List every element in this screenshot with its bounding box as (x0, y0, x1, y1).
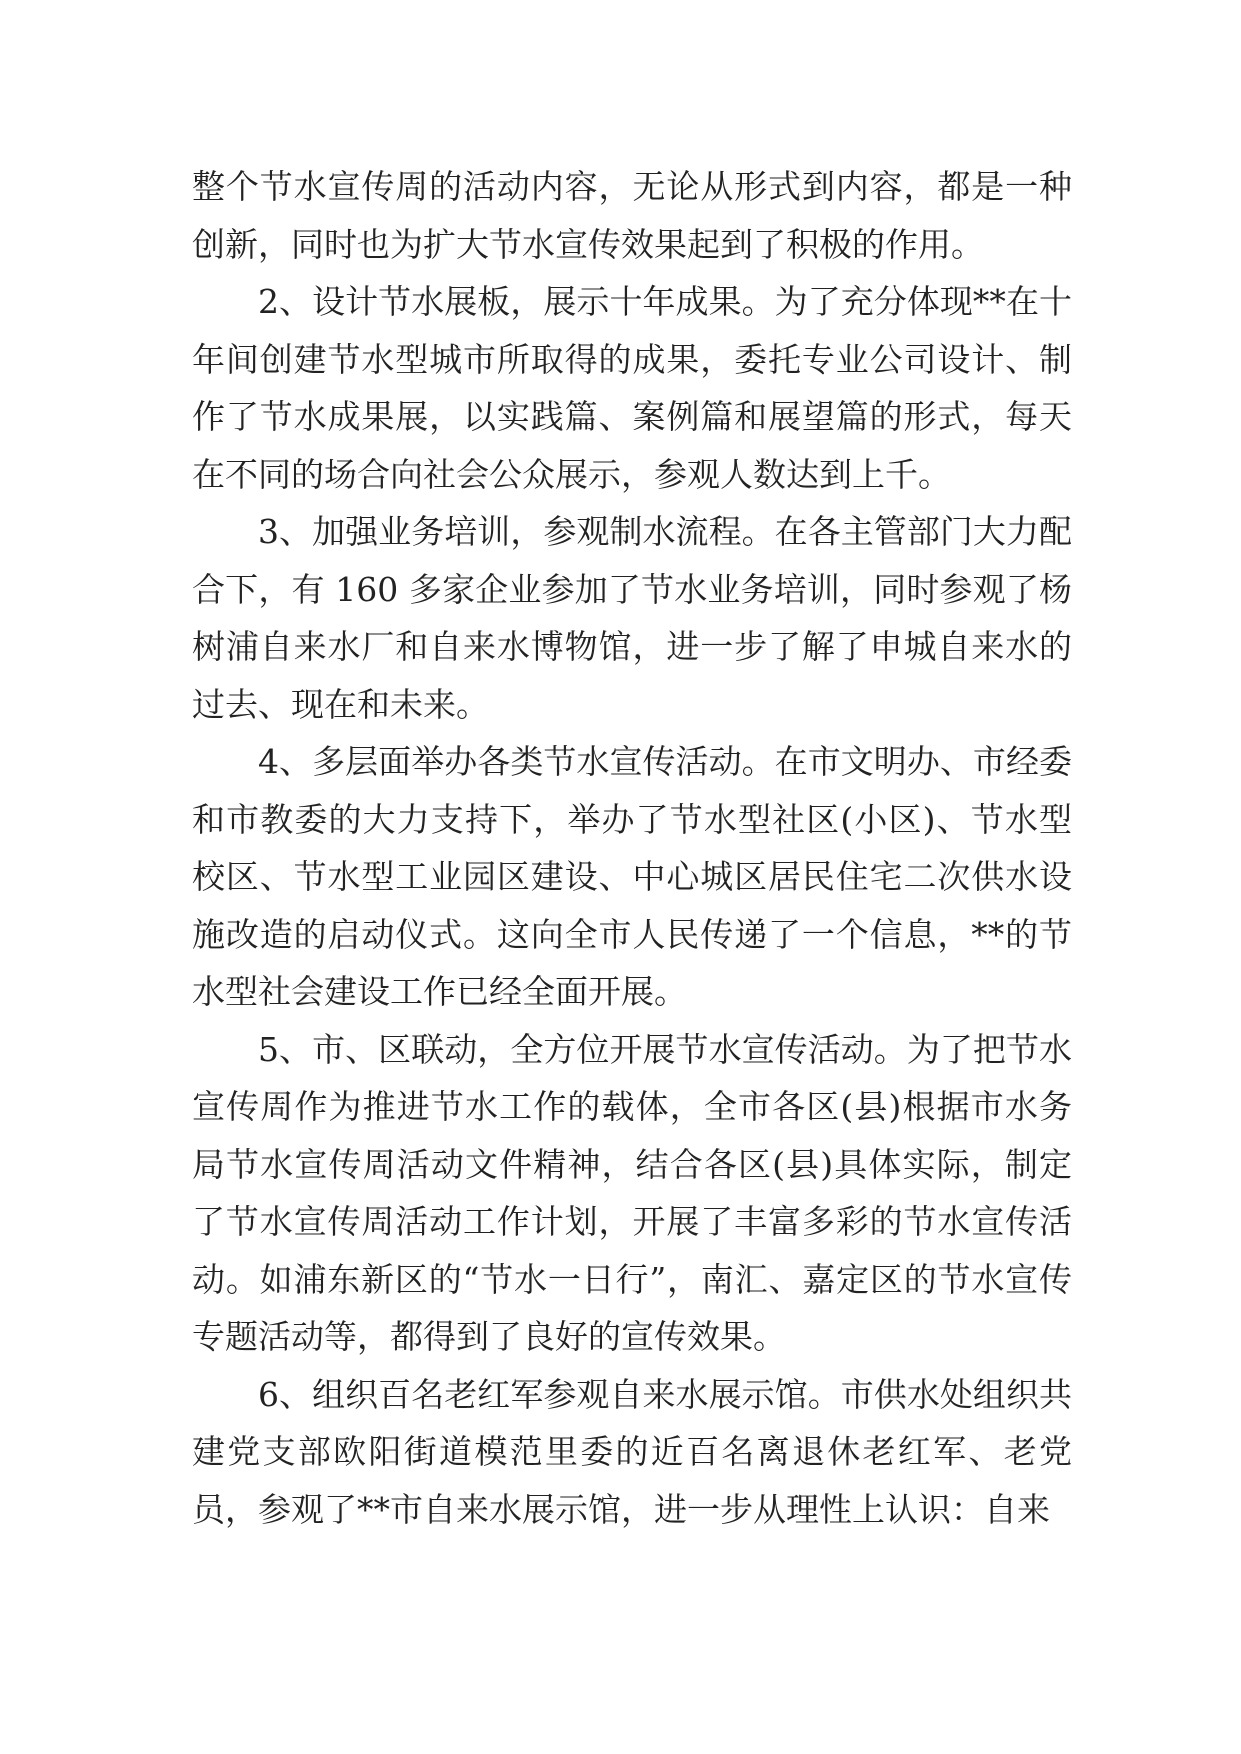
paragraph-item-6: 6、组织百名老红军参观自来水展示馆。市供水处组织共建党支部欧阳街道模范里委的近百名离退休老红军、老党员，参观了**市自来水展示馆，进一步从理性上认识：自来 (192, 1374, 1072, 1529)
paragraph-item-5: 5、市、区联动，全方位开展节水宣传活动。为了把节水宣传周作为推进节水工作的载体，全市各区(县)根据市水务局节水宣传周活动文件精神，结合各区(县)具体实际，制定了节水宣传周活动工作计划，开展了丰富多彩的节水宣传活动。如浦东新区的“节水一日行”，南汇、嘉定区的节水宣传专题活动等，都得到了良好的宣传效果。 (192, 1029, 1072, 1356)
paragraph-item-3: 3、加强业务培训，参观制水流程。在各主管部门大力配合下，有 160 多家企业参加了节水业务培训，同时参观了杨树浦自来水厂和自来水博物馆，进一步了解了申城自来水的过去、现在和未来。 (192, 512, 1072, 724)
paragraph-item-4: 4、多层面举办各类节水宣传活动。在市文明办、市经委和市教委的大力支持下，举办了节水型社区(小区)、节水型校区、节水型工业园区建设、中心城区居民住宅二次供水设施改造的启动仪式。这向全市人民传递了一个信息，**的节水型社会建设工作已经全面开展。 (192, 742, 1072, 1011)
paragraph-item-2: 2、设计节水展板，展示十年成果。为了充分体现**在十年间创建节水型城市所取得的成果，委托专业公司设计、制作了节水成果展，以实践篇、案例篇和展望篇的形式，每天在不同的场合向社会公众展示，参观人数达到上千。 (192, 282, 1072, 494)
document-body (192, 158, 1072, 1538)
paragraph-continuation: 整个节水宣传周的活动内容，无论从形式到内容，都是一种创新，同时也为扩大节水宣传效果起到了积极的作用。 (192, 167, 1072, 264)
